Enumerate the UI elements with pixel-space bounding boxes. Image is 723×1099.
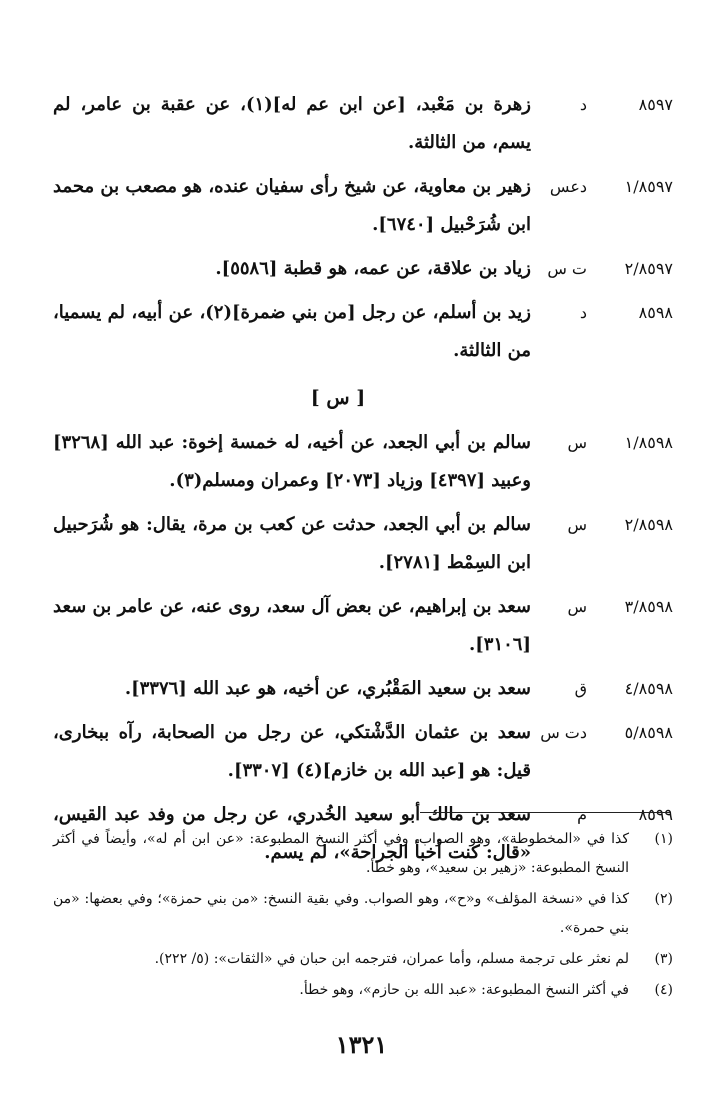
entry-number: ١/٨٥٩٨ bbox=[624, 433, 673, 452]
entry bbox=[53, 168, 673, 244]
entry-code: س bbox=[567, 433, 587, 452]
footnote-text: كذا في «نسخة المؤلف» و«ح»، وهو الصواب. وفي بقية النسخ: «من بني حمزة»؛ وفي بعضها: «من بني حمرة». bbox=[53, 891, 629, 936]
entry bbox=[53, 424, 673, 500]
entry bbox=[53, 670, 673, 708]
footnote-text: كذا في «المخطوطة»، وهو الصواب. وفي أكثر النسخ المطبوعة: «عن ابن أم له»، وأيضاً في أكثر النسخ المطبوعة: «زهير بن سعيد»، وهو خطأ. bbox=[53, 831, 629, 876]
footnote-text: في أكثر النسخ المطبوعة: «عبد الله بن حازم»، وهو خطأ. bbox=[299, 982, 629, 998]
page-number: ١٣٢١ bbox=[335, 1030, 388, 1059]
entry-text: زهرة بن مَعْبد، [عن ابن عم له](١)، عن عقبة بن عامر، لم يسم، من الثالثة. bbox=[53, 94, 531, 153]
entry-code: س bbox=[567, 597, 587, 616]
footnotes bbox=[53, 825, 673, 1007]
entry-number: ٢/٨٥٩٧ bbox=[624, 259, 673, 278]
entry bbox=[53, 250, 673, 288]
entries-list bbox=[53, 86, 673, 878]
entry-number: ٥/٨٥٩٨ bbox=[624, 723, 673, 742]
entry-number: ١/٨٥٩٧ bbox=[624, 177, 673, 196]
footnote bbox=[53, 885, 673, 943]
entry-text: سالم بن أبي الجعد، عن أخيه، له خمسة إخوة: عبد الله [٣٢٦٨] وعبيد [٤٣٩٧] وزياد [٢٠٧٣] وعمران ومسلم(٣). bbox=[53, 432, 531, 491]
entry-code: د bbox=[579, 303, 587, 322]
entry-text: زياد بن علاقة، عن عمه، هو قطبة [٥٥٨٦]. bbox=[215, 258, 531, 279]
entry-code: دعس bbox=[549, 177, 587, 196]
entry bbox=[53, 86, 673, 162]
entry-code: ت س bbox=[547, 259, 587, 278]
entry-code: د bbox=[579, 95, 587, 114]
footnote-number: (٢) bbox=[654, 891, 673, 907]
entry-code: ق bbox=[574, 679, 587, 698]
entry bbox=[53, 588, 673, 664]
section-heading: [ س ] bbox=[310, 387, 366, 409]
footnote-number: (٣) bbox=[654, 951, 673, 967]
entry bbox=[53, 506, 673, 582]
entry bbox=[53, 294, 673, 370]
footnote-divider bbox=[420, 812, 670, 813]
entry-text: سعد بن مالك أبو سعيد الخُدري، عن رجل من وفد عبد القيس، «قال: كنت أخبأ الجراحة»، لم يسم. bbox=[53, 804, 531, 863]
entry-code: م bbox=[577, 805, 587, 824]
entry bbox=[53, 714, 673, 790]
entry-number: ٢/٨٥٩٨ bbox=[624, 515, 673, 534]
entry-code: س bbox=[567, 515, 587, 534]
footnote bbox=[53, 976, 673, 1005]
entry-code: دت س bbox=[540, 723, 587, 742]
entry-number: ٨٥٩٩ bbox=[638, 805, 673, 824]
entry-number: ٨٥٩٨ bbox=[638, 303, 673, 322]
entry-number: ٨٥٩٧ bbox=[638, 95, 673, 114]
footnote-number: (١) bbox=[654, 831, 673, 847]
entry-text: سعد بن إبراهيم، عن بعض آل سعد، روى عنه، عن عامر بن سعد [٣١٠٦]. bbox=[53, 596, 531, 655]
entry-text: زيد بن أسلم، عن رجل [من بني ضمرة](٢)، عن أبيه، لم يسميا، من الثالثة. bbox=[53, 302, 531, 361]
entry-text: زهير بن معاوية، عن شيخ رأى سفيان عنده، هو مصعب بن محمد ابن شُرَحْبيل [٦٧٤٠]. bbox=[53, 176, 531, 235]
footnote-number: (٤) bbox=[654, 982, 673, 998]
entry-text: سعد بن سعيد المَقْبُري، عن أخيه، هو عبد الله [٣٣٧٦]. bbox=[124, 678, 531, 699]
entry-text: سالم بن أبي الجعد، حدثت عن كعب بن مرة، يقال: هو شُرَحبيل ابن السِمْط [٢٧٨١]. bbox=[53, 514, 531, 573]
entry-text: سعد بن عثمان الدَّشْتكي، عن رجل من الصحابة، رآه ببخارى، قيل: هو [عبد الله بن خازم](٤) [٣٣٠٧]. bbox=[53, 722, 531, 781]
footnote-text: لم نعثر على ترجمة مسلم، وأما عمران، فترجمه ابن حبان في «الثقات»: (٥/ ٢٢٢). bbox=[154, 951, 629, 967]
footnote bbox=[53, 825, 673, 883]
entry-number: ٤/٨٥٩٨ bbox=[624, 679, 673, 698]
footnote bbox=[53, 945, 673, 974]
entry-number: ٣/٨٥٩٨ bbox=[624, 597, 673, 616]
